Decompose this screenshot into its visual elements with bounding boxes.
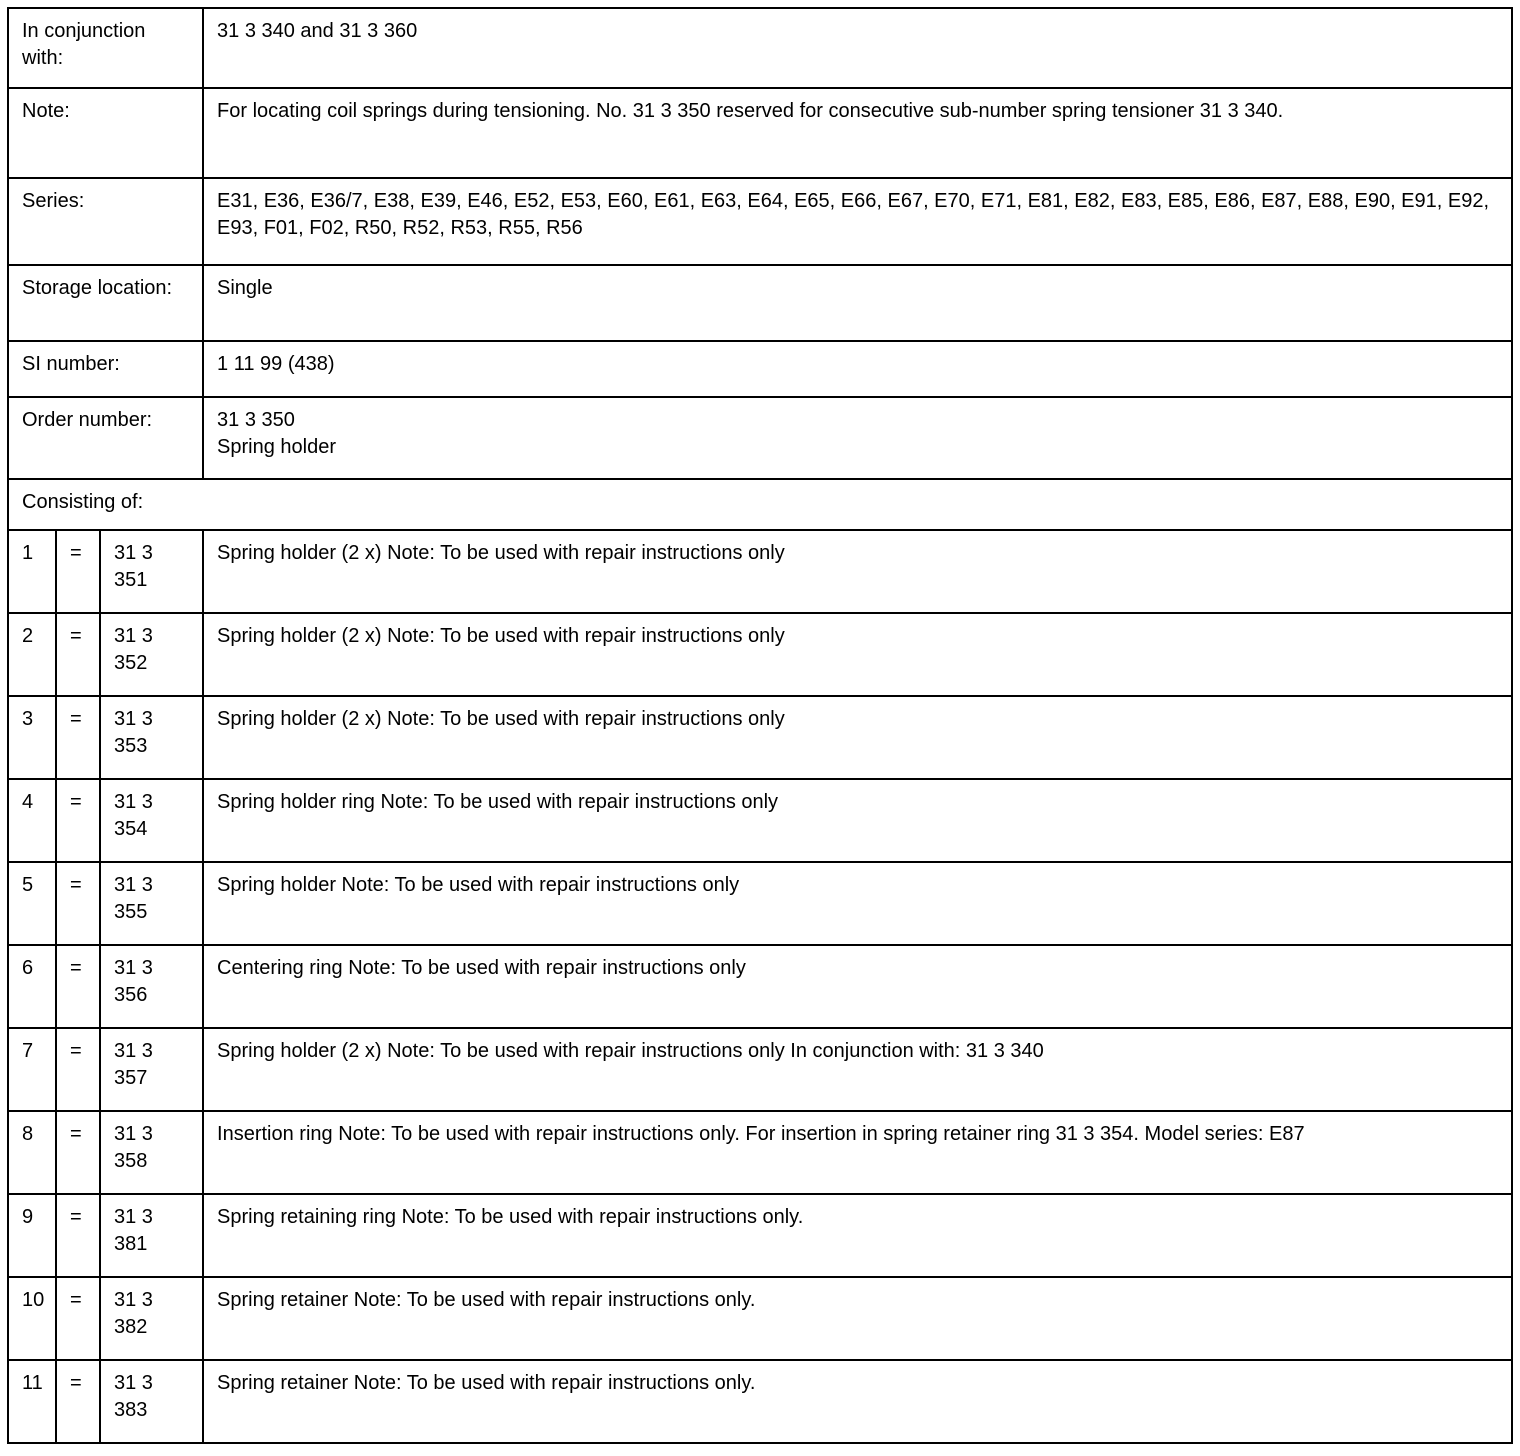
part-row bbox=[8, 945, 1512, 1028]
part-index: 1 bbox=[8, 530, 56, 613]
part-row bbox=[8, 613, 1512, 696]
part-number: 31 3 351 bbox=[100, 530, 203, 613]
part-row bbox=[8, 696, 1512, 779]
part-description: Spring holder (2 x) Note: To be used with repair instructions only bbox=[203, 696, 1512, 779]
part-row bbox=[8, 862, 1512, 945]
part-row bbox=[8, 1277, 1512, 1360]
equals-sign: = bbox=[56, 613, 100, 696]
part-description: Spring holder (2 x) Note: To be used with repair instructions only bbox=[203, 613, 1512, 696]
part-index: 11 bbox=[8, 1360, 56, 1443]
part-description: Spring holder (2 x) Note: To be used with repair instructions only In conjunction with: 31 3 340 bbox=[203, 1028, 1512, 1111]
info-row-order-number bbox=[8, 397, 1512, 479]
row-value: 31 3 340 and 31 3 360 bbox=[203, 8, 1512, 88]
part-row bbox=[8, 1194, 1512, 1277]
spec-table bbox=[7, 7, 1513, 1444]
part-number: 31 3 352 bbox=[100, 613, 203, 696]
part-number: 31 3 355 bbox=[100, 862, 203, 945]
row-label: In conjunction with: bbox=[8, 8, 203, 88]
part-index: 5 bbox=[8, 862, 56, 945]
part-row bbox=[8, 530, 1512, 613]
part-description: Spring retaining ring Note: To be used with repair instructions only. bbox=[203, 1194, 1512, 1277]
part-number: 31 3 356 bbox=[100, 945, 203, 1028]
part-index: 9 bbox=[8, 1194, 56, 1277]
info-row-storage-location bbox=[8, 265, 1512, 341]
row-label: Note: bbox=[8, 88, 203, 178]
row-value: Single bbox=[203, 265, 1512, 341]
equals-sign: = bbox=[56, 1028, 100, 1111]
part-row bbox=[8, 1111, 1512, 1194]
info-row-in-conjunction bbox=[8, 8, 1512, 88]
consisting-of-label: Consisting of: bbox=[8, 479, 1512, 530]
equals-sign: = bbox=[56, 862, 100, 945]
part-index: 6 bbox=[8, 945, 56, 1028]
order-number-name: Spring holder bbox=[217, 436, 336, 458]
row-label: Storage location: bbox=[8, 265, 203, 341]
part-description: Centering ring Note: To be used with repair instructions only bbox=[203, 945, 1512, 1028]
row-value: 1 11 99 (438) bbox=[203, 341, 1512, 397]
part-number: 31 3 354 bbox=[100, 779, 203, 862]
equals-sign: = bbox=[56, 1194, 100, 1277]
equals-sign: = bbox=[56, 1111, 100, 1194]
info-row-note bbox=[8, 88, 1512, 178]
row-value: For locating coil springs during tensioning. No. 31 3 350 reserved for consecutive sub-number spring tensioner 31 3 340. bbox=[203, 88, 1512, 178]
info-row-series bbox=[8, 178, 1512, 265]
equals-sign: = bbox=[56, 945, 100, 1028]
part-index: 4 bbox=[8, 779, 56, 862]
part-number: 31 3 353 bbox=[100, 696, 203, 779]
part-row bbox=[8, 779, 1512, 862]
part-index: 8 bbox=[8, 1111, 56, 1194]
part-description: Spring retainer Note: To be used with repair instructions only. bbox=[203, 1277, 1512, 1360]
equals-sign: = bbox=[56, 530, 100, 613]
row-label: Series: bbox=[8, 178, 203, 265]
row-label: SI number: bbox=[8, 341, 203, 397]
row-label: Order number: bbox=[8, 397, 203, 479]
part-description: Spring holder (2 x) Note: To be used with repair instructions only bbox=[203, 530, 1512, 613]
part-index: 2 bbox=[8, 613, 56, 696]
equals-sign: = bbox=[56, 1277, 100, 1360]
part-number: 31 3 382 bbox=[100, 1277, 203, 1360]
order-number-value: 31 3 350 bbox=[217, 409, 295, 431]
equals-sign: = bbox=[56, 696, 100, 779]
part-number: 31 3 383 bbox=[100, 1360, 203, 1443]
part-index: 7 bbox=[8, 1028, 56, 1111]
info-row-si-number bbox=[8, 341, 1512, 397]
part-index: 10 bbox=[8, 1277, 56, 1360]
part-description: Spring holder Note: To be used with repair instructions only bbox=[203, 862, 1512, 945]
part-row bbox=[8, 1360, 1512, 1443]
equals-sign: = bbox=[56, 1360, 100, 1443]
part-index: 3 bbox=[8, 696, 56, 779]
consisting-of-header-row bbox=[8, 479, 1512, 530]
equals-sign: = bbox=[56, 779, 100, 862]
row-value: E31, E36, E36/7, E38, E39, E46, E52, E53, E60, E61, E63, E64, E65, E66, E67, E70, E71, E81, E82, E83, E85, E86, E87, E88, E90, E91, E92, E93, F01, F02, R50, R52, R53, R55, R56 bbox=[203, 178, 1512, 265]
part-description: Spring retainer Note: To be used with repair instructions only. bbox=[203, 1360, 1512, 1443]
part-number: 31 3 381 bbox=[100, 1194, 203, 1277]
row-value bbox=[203, 397, 1512, 479]
part-row bbox=[8, 1028, 1512, 1111]
part-number: 31 3 358 bbox=[100, 1111, 203, 1194]
part-description: Insertion ring Note: To be used with repair instructions only. For insertion in spring retainer ring 31 3 354. Model series: E87 bbox=[203, 1111, 1512, 1194]
part-number: 31 3 357 bbox=[100, 1028, 203, 1111]
part-description: Spring holder ring Note: To be used with repair instructions only bbox=[203, 779, 1512, 862]
